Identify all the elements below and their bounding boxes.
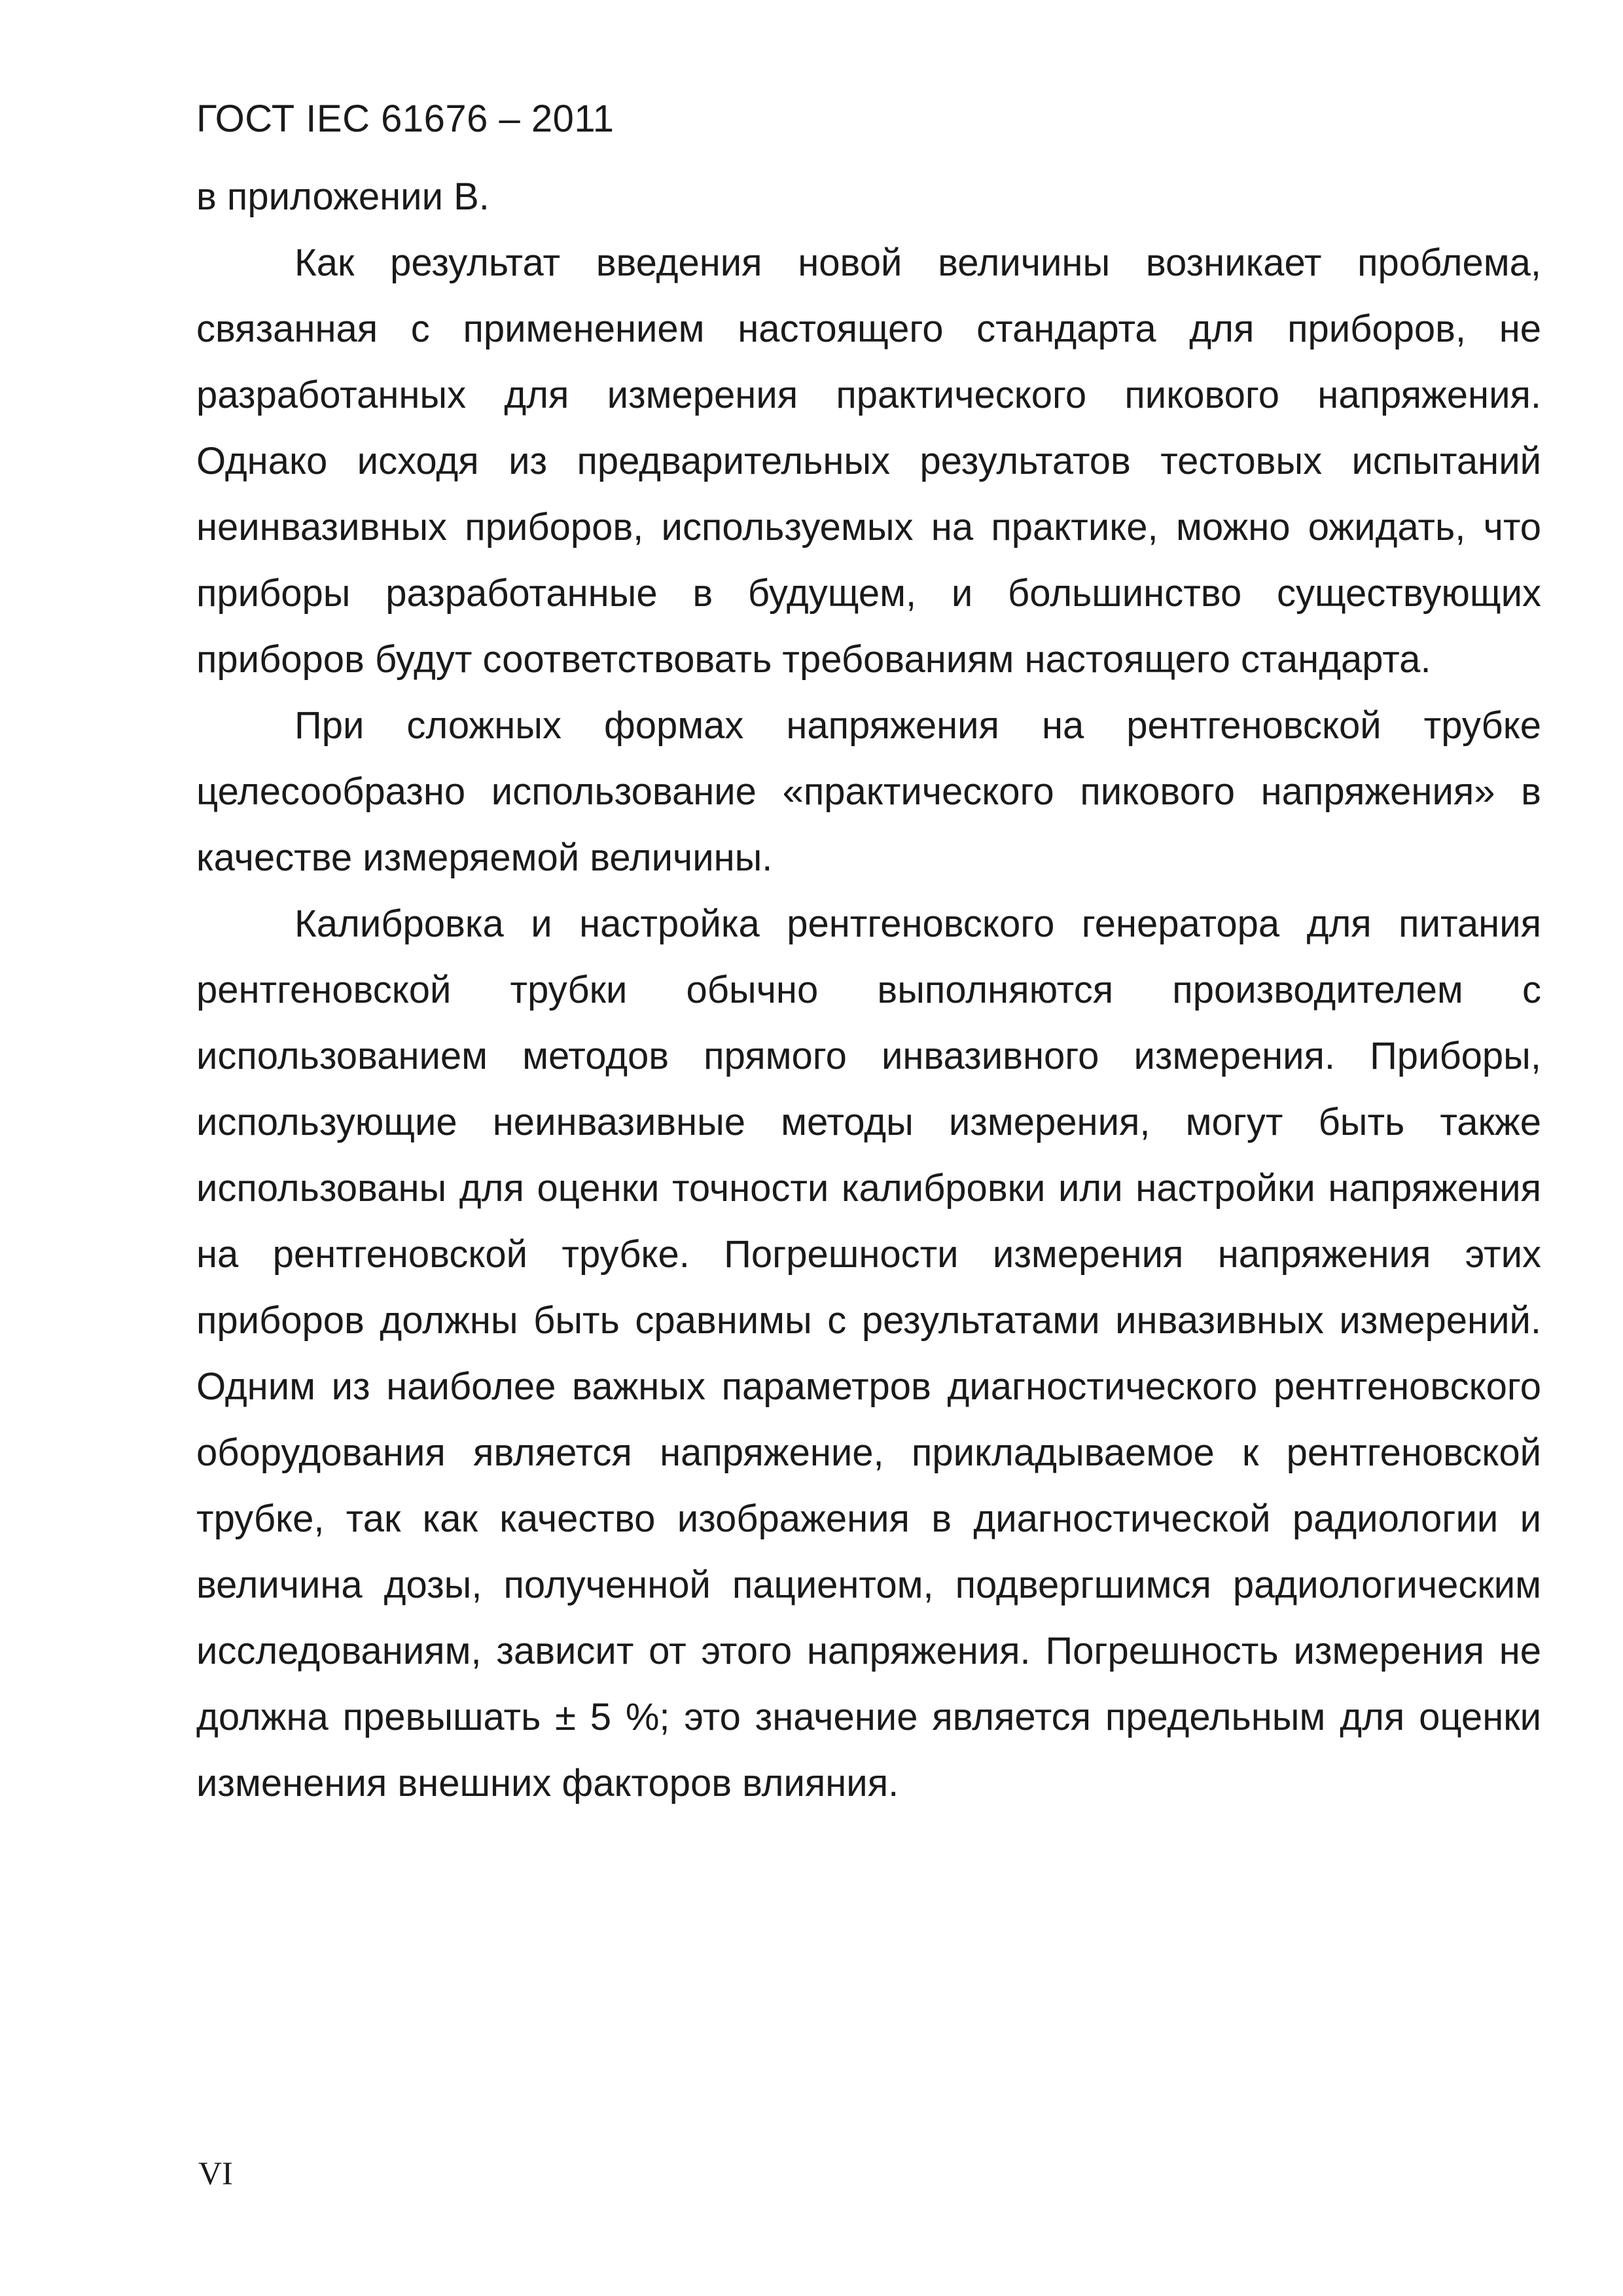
page-number: VI xyxy=(198,2155,233,2191)
paragraph-continuation: в приложении В. xyxy=(196,175,490,218)
paragraph-calibration: Калибровка и настройка рентгеновского генератора для питания рентгеновской трубки обычно выполняются производителем с использованием методов прямого инвазивного измерения. Приборы, использующие неинвазивные методы измерения, могут быть также использованы для оценки точности калибровки или настройки напряжения на рентгеновской трубке. Погрешности измерения напряжения этих приборов должны быть сравнимы с результатами инвазивных измерений. Одним из наиболее важных параметров диагностического рентгеновского оборудования является напряжение, прикладываемое к рентгеновской трубке, так как качество изображения в диагностической радиологии и величина дозы, полученной пациентом, подвергшимся радиологическим исследованиям, зависит от этого напряжения. Погрешность измерения не должна превышать ± 5 %; это значение является предельным для оценки изменения внешних факторов влияния. xyxy=(196,903,1541,1804)
document-header-standard-id: ГОСТ IEC 61676 – 2011 xyxy=(196,98,615,140)
paragraph-complex-waveforms: При сложных формах напряжения на рентгеновской трубке целесообразно использование «практического пикового напряжения» в качестве измеряемой величины. xyxy=(196,704,1541,879)
paragraph-new-quantity-problem: Как результат введения новой величины возникает проблема, связанная с применением настоящего стандарта для приборов, не разработанных для измерения практического пикового напряжения. Однако исходя из предварительных результатов тестовых испытаний неинвазивных приборов, используемых на практике, можно ожидать, что приборы разработанные в будущем, и большинство существующих приборов будут соответствовать требованиям настоящего стандарта. xyxy=(196,242,1541,681)
document-body xyxy=(196,164,1541,1816)
